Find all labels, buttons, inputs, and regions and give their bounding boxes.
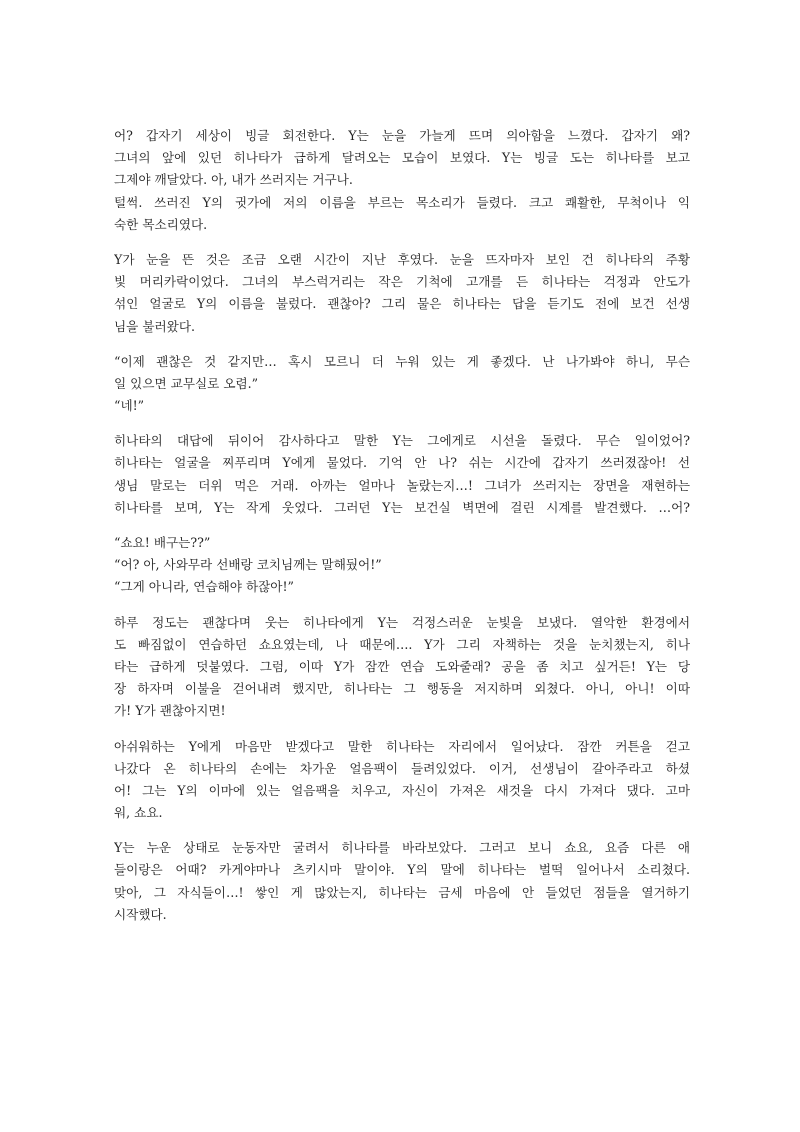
- text-line: 맞아, 그 자식들이…! 쌓인 게 많았는지, 히나타는 금세 마음에 안 들었던 점들을 열거하기: [114, 884, 690, 900]
- text-line: “네!”: [114, 398, 145, 414]
- paragraph: [114, 612, 690, 723]
- paragraph: [114, 249, 690, 338]
- paragraph: [114, 125, 690, 236]
- text-line: 어? 갑자기 세상이 빙글 회전한다. Y는 눈을 가늘게 뜨며 의아함을 느꼈다. 갑자기 왜?: [114, 128, 690, 143]
- text-line: 시작했다.: [114, 906, 167, 922]
- text-line: 일 있으면 교무실로 오렴.”: [114, 375, 259, 391]
- text-line: “그게 아니라, 연습해야 하잖아!”: [114, 579, 294, 595]
- paragraph: [114, 736, 690, 825]
- text-line: “쇼요! 배구는??”: [114, 535, 211, 550]
- text-line: Y는 누운 상태로 눈동자만 굴려서 히나타를 바라보았다. 그러고 보니 쇼요, 요즘 다른 애: [114, 840, 690, 856]
- text-line: 님을 불러왔다.: [114, 318, 195, 334]
- text-line: 도 빠짐없이 연습하던 쇼요였는데, 나 때문에…. Y가 그리 자책하는 것을 눈치챘는지, 히나: [114, 636, 690, 652]
- paragraph-gap: [114, 824, 690, 837]
- text-line: 히나타는 얼굴을 찌푸리며 Y에게 물었다. 기억 안 나? 쉬는 시간에 갑자기 쓰러졌잖아! 선: [114, 455, 690, 471]
- text-line: 히나타를 보며, Y는 작게 웃었다. 그러던 Y는 보건실 벽면에 걸린 시계를 발견했다. …어?: [114, 499, 690, 515]
- text-line: 들이랑은 어때? 카게야마나 츠키시마 말이야. Y의 말에 히나타는 벌떡 일어나서 소리쳤다.: [114, 862, 690, 878]
- text-line: 생님 말로는 더위 먹은 거래. 아까는 얼마나 놀랐는지…! 그녀가 쓰러지는 장면을 재현하는: [114, 477, 690, 493]
- paragraph: [114, 351, 690, 418]
- text-line: 아쉬워하는 Y에게 마음만 받겠다고 말한 히나타는 자리에서 일어났다. 잠깐 커튼을 걷고: [114, 738, 690, 754]
- paragraph-gap: [114, 599, 690, 612]
- text-line: 가! Y가 괜찮아지면!: [114, 703, 226, 719]
- paragraph-gap: [114, 236, 690, 249]
- text-line: 섞인 얼굴로 Y의 이름을 불렀다. 괜찮아? 그리 물은 히나타는 답을 듣기도 전에 보건 선생: [114, 296, 690, 312]
- paragraph: [114, 430, 690, 519]
- text-line: Y가 눈을 뜬 것은 조금 오랜 시간이 지난 후였다. 눈을 뜨자마자 보인 건 히나타의 주황: [114, 251, 690, 267]
- text-line: “어? 아, 사와무라 선배랑 코치님께는 말해뒀어!”: [114, 557, 382, 573]
- paragraph-gap: [114, 417, 690, 430]
- paragraph: [114, 837, 690, 926]
- text-line: 빛 머리카락이었다. 그녀의 부스럭거리는 작은 기척에 고개를 든 히나타는 걱정과 안도가: [114, 274, 690, 290]
- paragraph-gap: [114, 723, 690, 736]
- text-line: 장 하자며 이불을 걷어내려 했지만, 히나타는 그 행동을 저지하며 외쳤다. 아니, 아니! 이따: [114, 681, 690, 697]
- paragraph-gap: [114, 338, 690, 351]
- text-line: 타는 급하게 덧붙였다. 그럼, 이따 Y가 잠깐 연습 도와줄래? 공을 좀 치고 싶거든! Y는 당: [114, 658, 690, 674]
- text-line: 하루 정도는 괜찮다며 웃는 히나타에게 Y는 걱정스러운 눈빛을 보냈다. 열악한 환경에서: [114, 614, 690, 630]
- text-line: 숙한 목소리였다.: [114, 216, 208, 232]
- text-line: 어! 그는 Y의 이마에 있는 얼음팩을 치우고, 자신이 가져온 새것을 다시 가져다 댔다. 고마: [114, 782, 690, 798]
- paragraph: [114, 532, 690, 599]
- text-line: “이제 괜찮은 것 같지만… 혹시 모르니 더 누워 있는 게 좋겠다. 난 나가봐야 하니, 무슨: [114, 353, 690, 369]
- text-line: 히나타의 대답에 뒤이어 감사하다고 말한 Y는 그에게로 시선을 돌렸다. 무슨 일이었어?: [114, 433, 690, 449]
- text-line: 그제야 깨달았다. 아, 내가 쓰러지는 거구나.: [114, 172, 353, 188]
- paragraph-gap: [114, 519, 690, 532]
- text-line: 그녀의 앞에 있던 히나타가 급하게 달려오는 모습이 보였다. Y는 빙글 도는 히나타를 보고: [114, 150, 690, 166]
- text-line: 털썩. 쓰러진 Y의 귓가에 저의 이름을 부르는 목소리가 들렸다. 크고 쾌활한, 무척이나 익: [114, 194, 690, 210]
- document-body: [114, 125, 690, 926]
- text-line: 워, 쇼요.: [114, 805, 163, 821]
- text-line: 나갔다 온 히나타의 손에는 차가운 얼음팩이 들려있었다. 이거, 선생님이 갈아주라고 하셨: [114, 760, 690, 776]
